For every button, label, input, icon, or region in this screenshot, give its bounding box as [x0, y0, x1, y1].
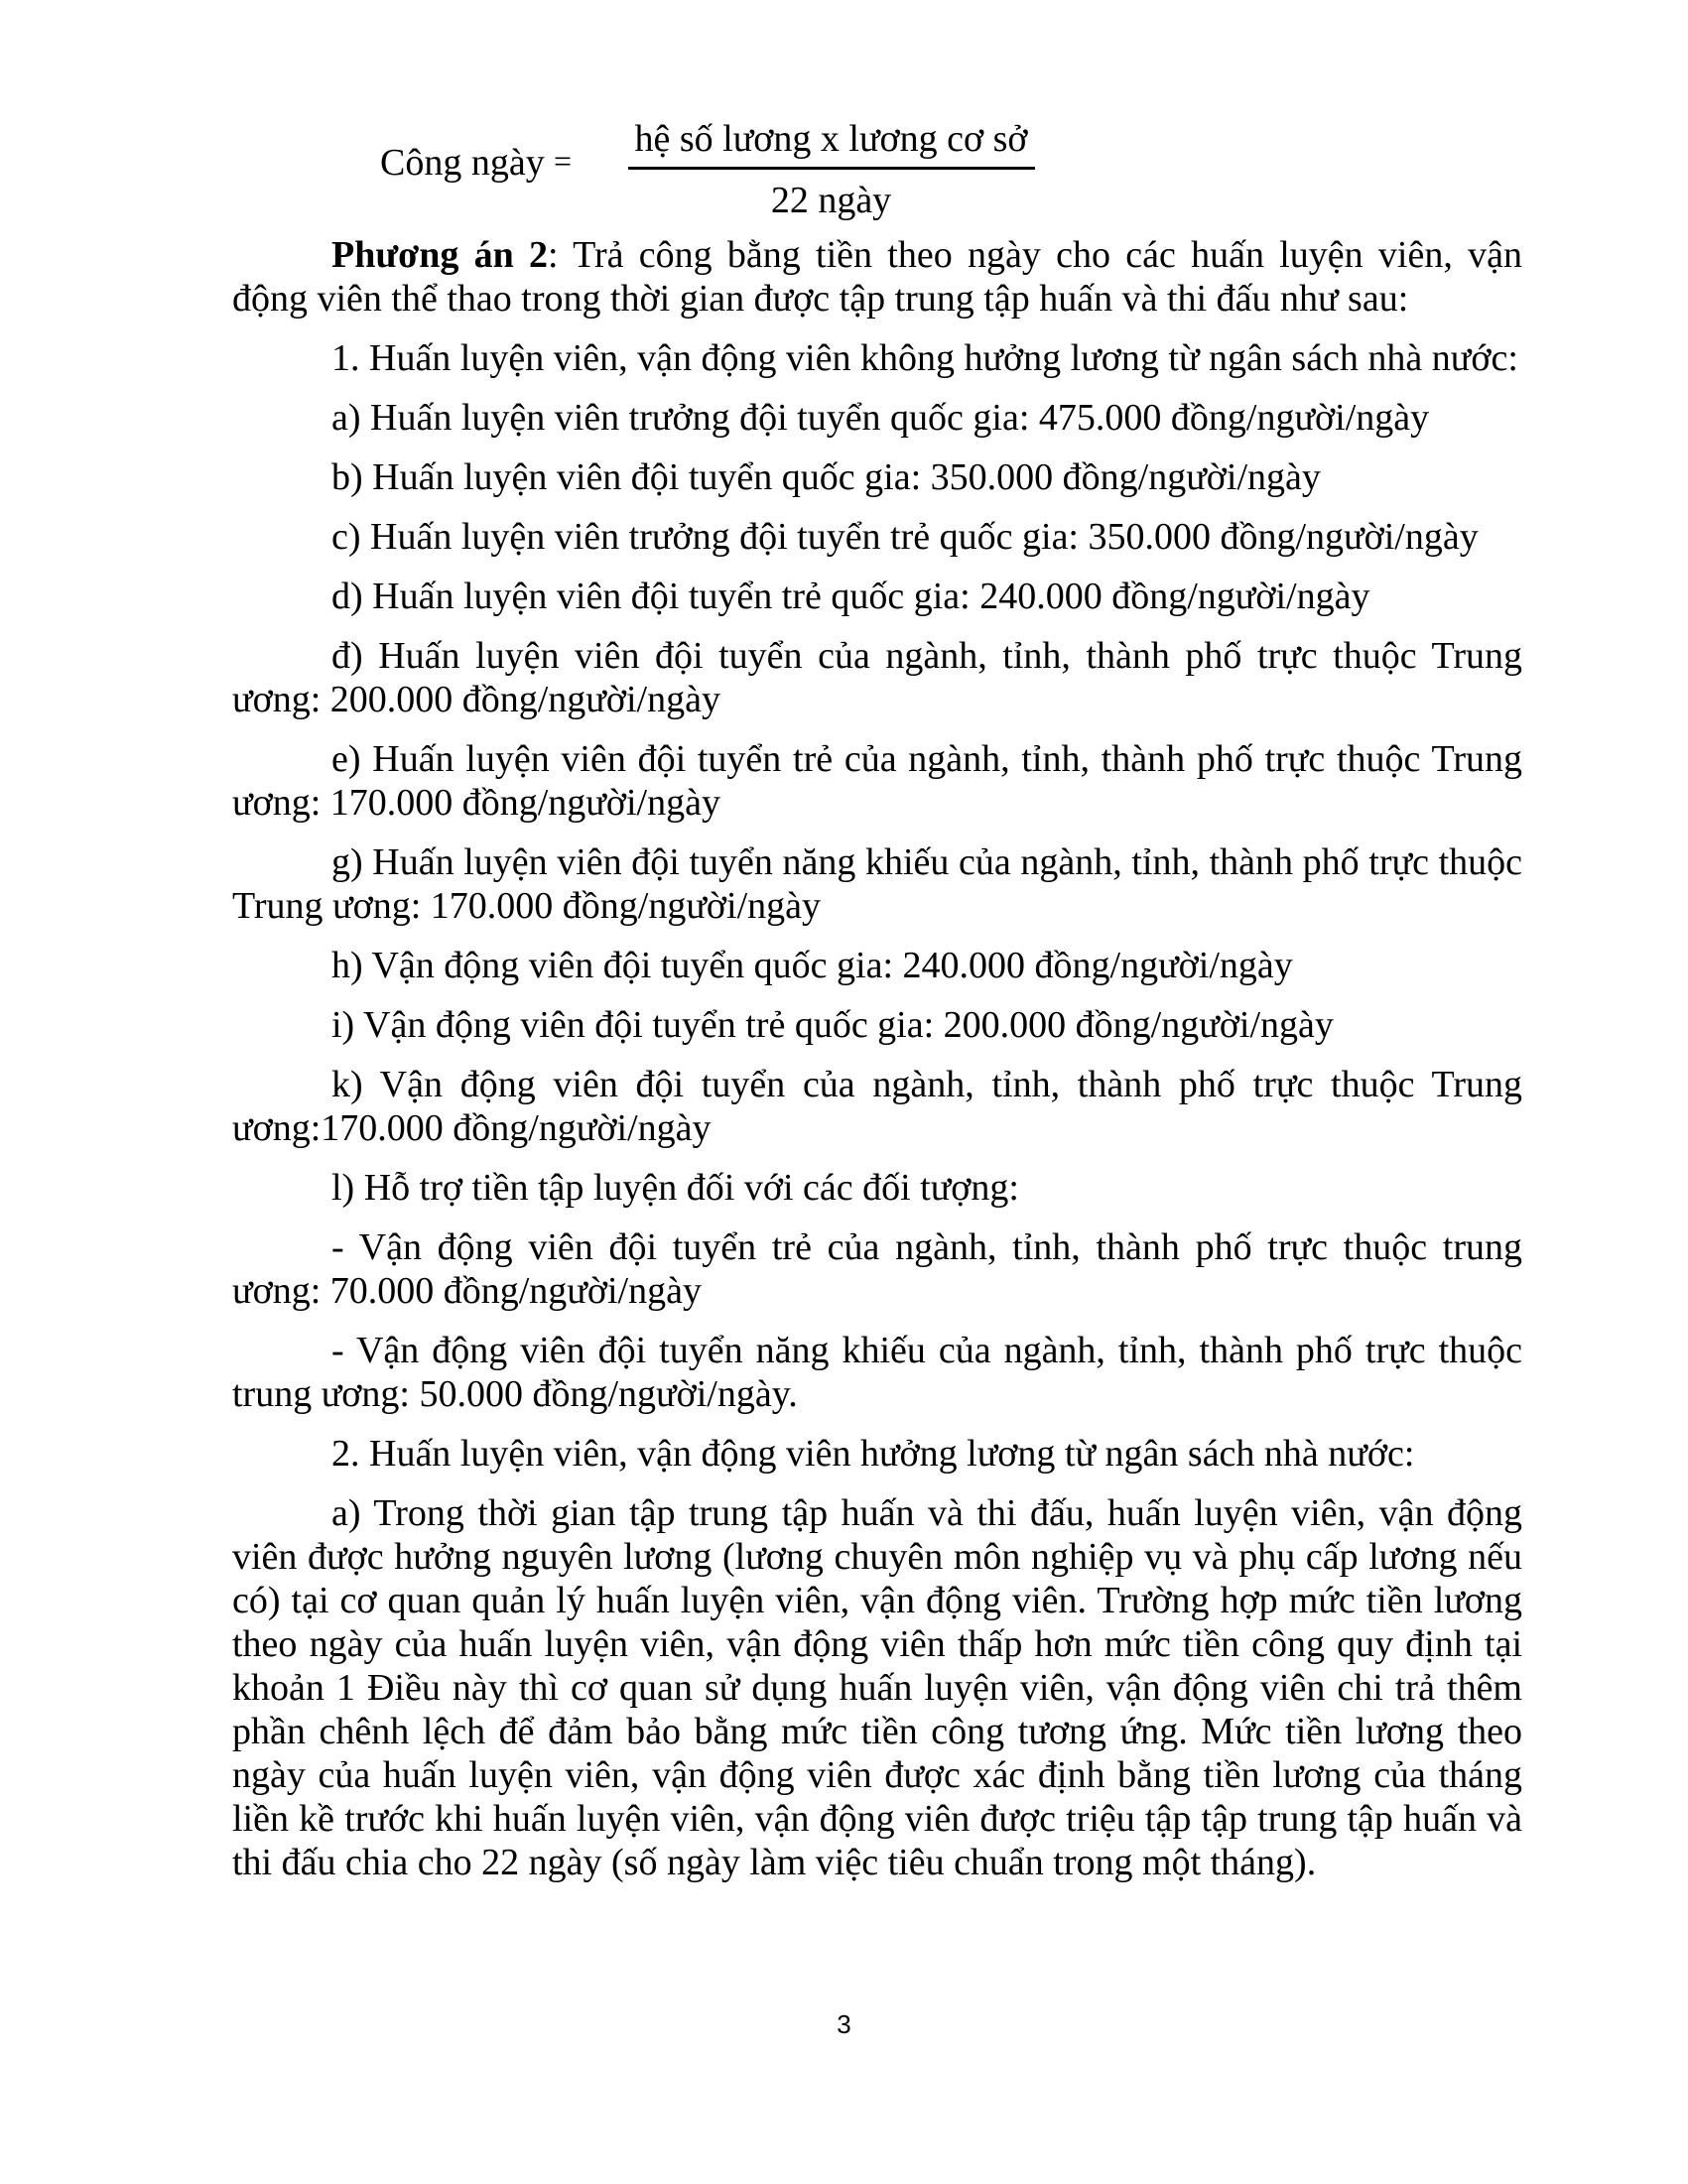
list-item: - Vận động viên đội tuyển năng khiếu của ngành, tỉnh, thành phố trực thuộc trung ương: 50.000 đồng/người/ngày. — [232, 1330, 1522, 1415]
plan2-paragraph — [232, 233, 1522, 321]
list-item: đ) Huấn luyện viên đội tuyển của ngành, tỉnh, thành phố trực thuộc Trung ương: 200.000 đồng/người/ngày — [232, 635, 1522, 720]
section2-heading: 2. Huấn luyện viên, vận động viên hưởng lương từ ngân sách nhà nước: — [331, 1433, 1415, 1475]
list-item: a) Huấn luyện viên trưởng đội tuyển quốc gia: 475.000 đồng/người/ngày — [331, 397, 1430, 439]
list-item: l) Hỗ trợ tiền tập luyện đối với các đối tượng: — [331, 1167, 1019, 1209]
body-text — [232, 233, 1522, 1884]
list-item: g) Huấn luyện viên đội tuyển năng khiếu của ngành, tỉnh, thành phố trực thuộc Trung ương: 170.000 đồng/người/ngày — [232, 841, 1522, 927]
list-item: c) Huấn luyện viên trưởng đội tuyển trẻ quốc gia: 350.000 đồng/người/ngày — [331, 516, 1479, 558]
formula-numerator: hệ số lương x lương cơ sở — [634, 118, 1028, 160]
list-item: d) Huấn luyện viên đội tuyển trẻ quốc gia: 240.000 đồng/người/ngày — [331, 576, 1370, 617]
list-item: h) Vận động viên đội tuyển quốc gia: 240.000 đồng/người/ngày — [331, 945, 1293, 986]
section1-heading: 1. Huấn luyện viên, vận động viên không hưởng lương từ ngân sách nhà nước: — [331, 337, 1518, 379]
plan2-label: Phương án 2 — [331, 234, 548, 276]
plan2-text: : Trả công bằng tiền theo ngày cho các huấn luyện viên, vận động viên thể thao trong thời gian được tập trung tập huấn và thi đấu như sau: — [232, 234, 1522, 320]
list-item: b) Huấn luyện viên đội tuyển quốc gia: 350.000 đồng/người/ngày — [331, 456, 1321, 498]
list-item: - Vận động viên đội tuyển trẻ của ngành, tỉnh, thành phố trực thuộc trung ương: 70.000 đồng/người/ngày — [232, 1226, 1522, 1312]
salary-formula — [380, 117, 1075, 226]
section2-item-a: a) Trong thời gian tập trung tập huấn và thi đấu, huấn luyện viên, vận động viên được hưởng nguyên lương (lương chuyên môn nghiệp vụ và phụ cấp lương nếu có) tại cơ quan quản lý huấn luyện viên, vận động viên. Trường hợp mức tiền lương theo ngày của huấn luyện viên, vận động viên thấp hơn mức tiền công quy định tại khoản 1 Điều này thì cơ quan sử dụng huấn luyện viên, vận động viên chi trả thêm phần chênh lệch để đảm bảo bằng mức tiền công tương ứng. Mức tiền lương theo ngày của huấn luyện viên, vận động viên được xác định bằng tiền lương của tháng liền kề trước khi huấn luyện viên, vận động viên được triệu tập tập trung tập huấn và thi đấu chia cho 22 ngày (số ngày làm việc tiêu chuẩn trong một tháng). — [232, 1492, 1522, 1883]
formula-equals: = — [554, 143, 573, 179]
formula-denominator: 22 ngày — [770, 180, 892, 221]
formula-label: Công ngày — [380, 142, 545, 184]
list-item: e) Huấn luyện viên đội tuyển trẻ của ngành, tỉnh, thành phố trực thuộc Trung ương: 170.000 đồng/người/ngày — [232, 738, 1522, 824]
fraction-bar — [628, 167, 1035, 170]
list-item: k) Vận động viên đội tuyển của ngành, tỉnh, thành phố trực thuộc Trung ương:170.000 đồng/người/ngày — [232, 1064, 1522, 1149]
page-number: 3 — [837, 2009, 851, 2039]
list-item: i) Vận động viên đội tuyển trẻ quốc gia: 200.000 đồng/người/ngày — [331, 1004, 1334, 1046]
